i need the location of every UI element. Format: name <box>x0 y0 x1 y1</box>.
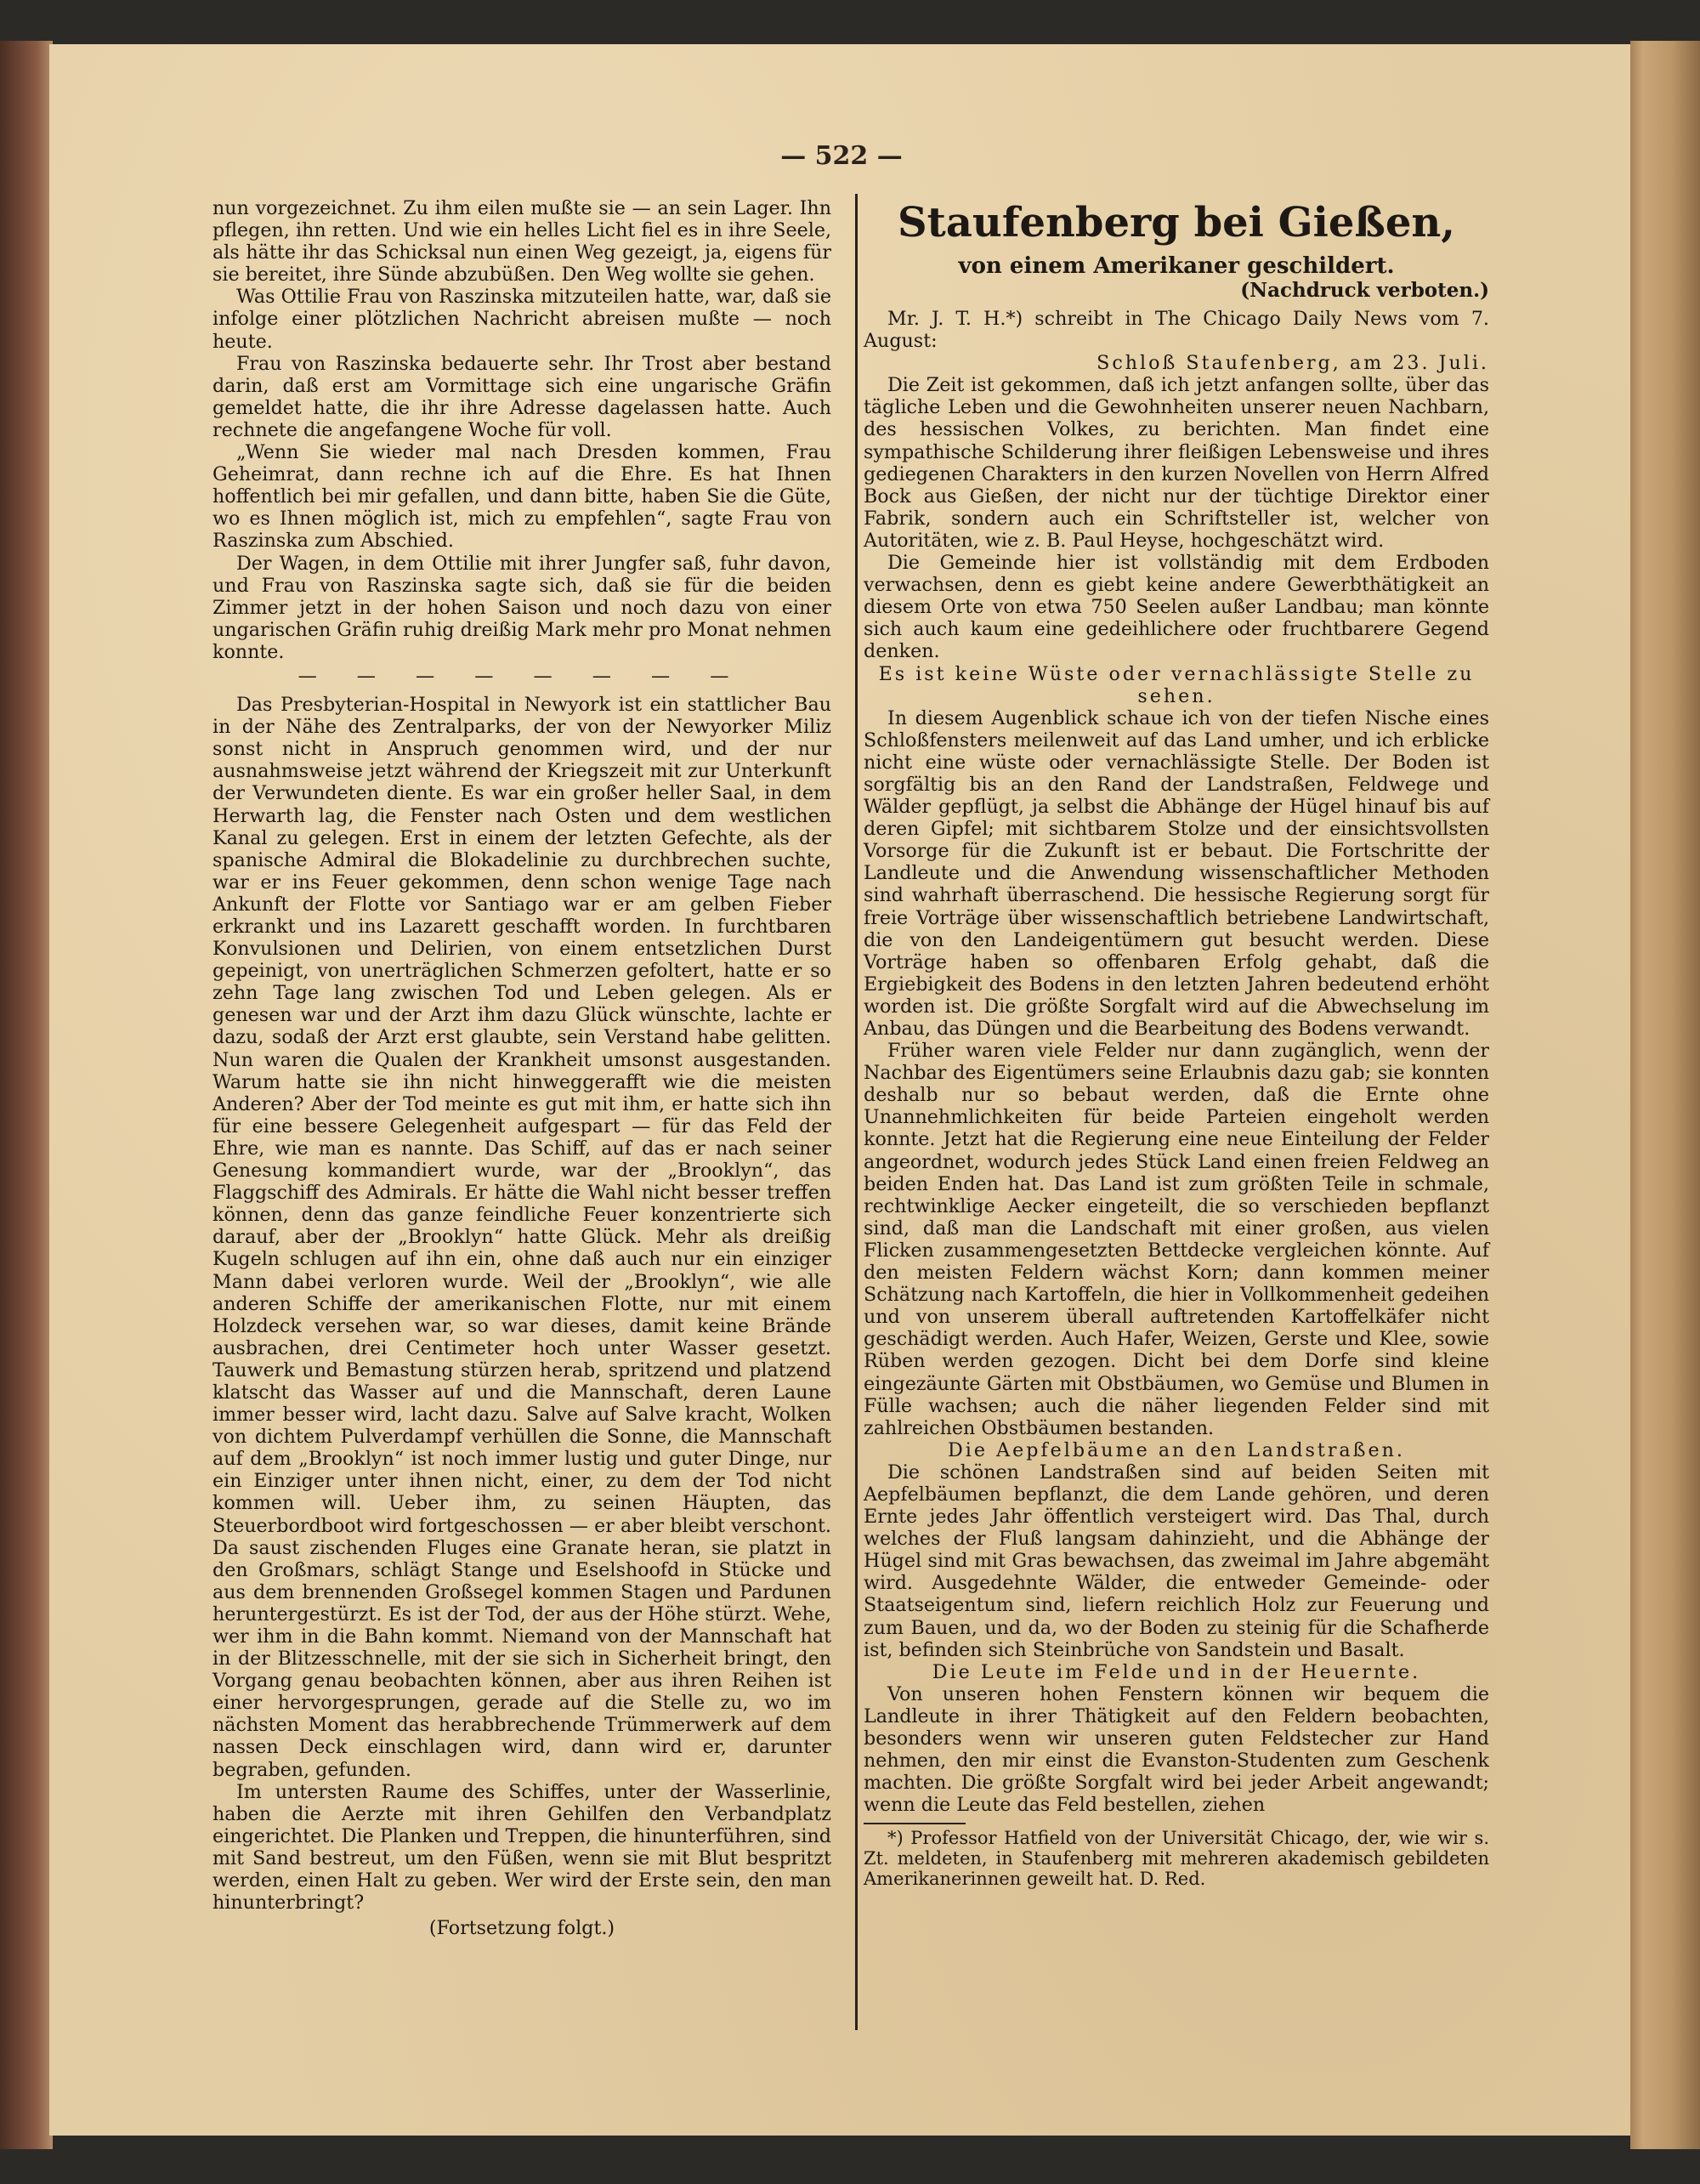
paragraph: Die Zeit ist gekommen, daß ich jetzt anfangen sollte, über das tägliche Leben und die Gewohnheiten unserer neuen Nachbarn, des hessischen Volkes, zu berichten. Man findet eine sympathische Schilderung ihrer fleißigen Lebensweise und ihres gediegenen Charakters in den kurzen Novellen von Herrn Alfred Bock aus Gießen, der nicht nur der tüchtige Direktor einer Fabrik, sondern auch ein Schriftsteller ist, welcher von Autoritäten, wie z. B. Paul Heyse, hochgeschätzt wird. <box>864 374 1489 552</box>
paragraph: Die Gemeinde hier ist vollständig mit dem Erdboden verwachsen, denn es giebt keine andere Gewerbthätigkeit an diesem Orte von etwa 750 Seelen außer Landbau; man könnte sich auch kaum eine gedeihlichere oder fruchtbarere Gegend denken. <box>864 552 1489 663</box>
footnote: *) Professor Hatfield von der Universität Chicago, der, wie wir s. Zt. meldeten, in Staufenberg mit mehreren akademisch gebildeten Amerikanerinnen geweilt hat. D. Red. <box>864 1828 1489 1890</box>
paragraph: Früher waren viele Felder nur dann zugänglich, wenn der Nachbar des Eigentümers seine Erlaubnis dazu gab; sie konnten deshalb nur so bebaut werden, daß die Ernte ohne Unannehmlichkeiten für beide Parteien eingeholt werden konnte. Jetzt hat die Regierung eine neue Einteilung der Felder angeordnet, wodurch jedes Stück Land einen freien Feldweg an beiden Enden hat. Das Land ist zum größten Teile in schmale, rechtwinklige Aecker eingeteilt, die so verschieden bepflanzt sind, daß man die Landschaft mit einer großen, aus vielen Flicken zusammengesetzten Bettdecke vergleichen könnte. Auf den meisten Feldern wächst Korn; dann kommen meiner Schätzung nach Kartoffeln, die hier in Vollkommenheit gedeihen und von unserem überall auftretenden Kartoffelkäfer nicht geschädigt werden. Auch Hafer, Weizen, Gerste und Klee, sowie Rüben werden gezogen. Dicht bei dem Dorfe sind kleine eingezäunte Gärten mit Obstbäumen, wo Gemüse und Blumen in Fülle wachsen; auch die näher liegenden Felder sind mit zahlreichen Obstbäumen bestanden. <box>864 1040 1489 1439</box>
paragraph: nun vorgezeichnet. Zu ihm eilen mußte sie — an sein Lager. Ihn pflegen, ihn retten. Und wie ein helles Licht fiel es in ihre Seele, als hätte ihr das Schicksal nun einen Weg gezeigt, ja, eigens für sie bereitet, ihre Sünde abzubüßen. Den Weg wollte sie gehen. <box>212 197 831 286</box>
reprint-note: (Nachdruck verboten.) <box>1240 279 1489 302</box>
dateline: Schloß Staufenberg, am 23. Juli. <box>1096 352 1489 375</box>
article-subtitle: von einem Amerikaner geschildert. <box>958 253 1395 279</box>
paragraph: „Wenn Sie wieder mal nach Dresden kommen, Frau Geheimrat, dann rechne ich auf die Ehre. Es hat Ihnen hoffentlich bei mir gefallen, und dann bitte, haben Sie die Güte, wo es Ihnen möglich ist, mich zu empfehlen“, sagte Frau von Raszinska zum Abschied. <box>212 441 831 553</box>
paragraph: In diesem Augenblick schaue ich von der tiefen Nische eines Schloßfensters meilenweit auf das Land umher, und ich erblicke nicht eine wüste oder vernachlässigte Stelle. Der Boden ist sorgfältig bis an den Rand der Landstraßen, Feldwege und Wälder gepflügt, ja selbst die Abhänge der Hügel hinauf bis auf deren Gipfel; mit sichtbarem Stolze und der einsichtsvollsten Vorsorge für die Zukunft ist er bebaut. Die Fortschritte der Landleute und die Anwendung wissenschaftlicher Methoden sind wahrhaft überraschend. Die hessische Regierung sorgt für freie Vorträge über wissenschaftlich betriebene Landwirtschaft, die von den Landeigentümern gut besucht werden. Diese Vorträge haben so offenbaren Erfolg gehabt, daß die Ergiebigkeit des Bodens in den letzten Jahren bedeutend erhöht worden ist. Die größte Sorgfalt wird auf die Abwechselung im Anbau, das Düngen und die Bearbeitung des Bodens verwandt. <box>864 706 1489 1040</box>
article-intro: Mr. J. T. H.*) schreibt in The Chicago Daily News vom 7. August: <box>864 308 1489 353</box>
section-separator: — — — — — — — — <box>298 664 746 687</box>
paragraph: Im untersten Raume des Schiffes, unter der Wasserlinie, haben die Aerzte mit ihren Gehilfen den Verbandplatz eingerichtet. Die Planken und Treppen, die hinunterführen, sind mit Sand bestreut, um den Füßen, wenn sie mit Blut bespritzt werden, einen Halt zu geben. Wer wird der Erste sein, den man hinunterbringt? <box>212 1780 831 1915</box>
paragraph: Der Wagen, in dem Ottilie mit ihrer Jungfer saß, fuhr davon, und Frau von Raszinska sagte sich, daß sie für die beiden Zimmer jetzt in der hohen Saison und noch dazu von einer ungarischen Gräfin ruhig dreißig Mark mehr pro Monat nehmen konnte. <box>212 552 831 663</box>
book-gutter <box>1630 41 1700 2149</box>
book-page-edge <box>0 41 53 2149</box>
column-divider <box>855 194 858 2030</box>
section-heading: Es ist keine Wüste oder vernachlässigte Stelle zu sehen. <box>878 662 1475 707</box>
article-title: Staufenberg bei Gießen, <box>897 199 1455 247</box>
paragraph: Die schönen Landstraßen sind auf beiden Seiten mit Aepfelbäumen bepflanzt, die dem Lande gehören, und deren Ernte jedes Jahr öffentlich versteigert wird. Das Thal, durch welches der Fluß langsam dahinzieht, und die Abhänge der Hügel sind mit Gras bewachsen, das zweimal im Jahre abgemäht wird. Ausgedehnte Wälder, die entweder Gemeinde- oder Staatseigentum sind, liefern reichlich Holz zur Feuerung und zum Bauen, und da, wo der Boden zu steinig für die Schafherde ist, befinden sich Steinbrüche von Sandstein und Basalt. <box>864 1461 1489 1661</box>
page-number: — 522 — <box>780 141 903 171</box>
paragraph: Was Ottilie Frau von Raszinska mitzuteilen hatte, war, daß sie infolge einer plötzlichen Nachricht abreisen mußte — noch heute. <box>212 286 831 353</box>
section-heading: Die Aepfelbäume an den Landstraßen. <box>948 1438 1405 1461</box>
continuation-note: (Fortsetzung folgt.) <box>428 1917 615 1940</box>
right-column <box>864 197 1489 1889</box>
paragraph: Frau von Raszinska bedauerte sehr. Ihr Trost aber bestand darin, daß erst am Vormittage sich eine ungarische Gräfin gemeldet hatte, die ihr ihre Adresse dagelassen hatte. Auch rechnete die angefangene Woche für voll. <box>212 352 831 441</box>
paragraph: Von unseren hohen Fenstern können wir bequem die Landleute in ihrer Thätigkeit auf den Feldern beobachten, besonders wenn wir unseren guten Feldstecher zur Hand nehmen, den mir einst die Evanston-Studenten zum Geschenk machten. Die größte Sorgfalt wird bei jeder Arbeit angewandt; wenn die Leute das Feld bestellen, ziehen <box>864 1682 1489 1817</box>
left-column <box>212 197 831 1939</box>
section-heading: Die Leute im Felde und in der Heuernte. <box>932 1660 1421 1683</box>
paragraph: Das Presbyterian-Hospital in Newyork ist ein stattlicher Bau in der Nähe des Zentralparks, der von der Newyorker Miliz sonst nicht in Anspruch genommen wird, und der nur ausnahmsweise jetzt während der Kriegszeit mit zur Unterkunft der Verwundeten diente. Es war ein großer heller Saal, in dem Herwarth lag, die Fenster nach Osten und dem westlichen Kanal zu gelegen. Erst in einem der letzten Gefechte, als der spanische Admiral die Blokadelinie zu durchbrechen suchte, war er ins Feuer gekommen, denn schon wenige Tage nach Ankunft der Flotte vor Santiago war er am gelben Fieber erkrankt und ins Lazarett geschafft worden. In furchtbaren Konvulsionen und Delirien, von einem entsetzlichen Durst gepeinigt, von unerträglichen Schmerzen gefoltert, hatte er so zehn Tage lang zwischen Tod und Leben gelegen. Als er genesen war und der Arzt ihm dazu Glück wünschte, lachte er dazu, sodaß der Arzt erst glaubte, sein Verstand habe gelitten. Nun waren die Qualen der Krankheit umsonst ausgestanden. Warum hatte sie ihn nicht hinweggerafft wie die meisten Anderen? Aber der Tod meinte es gut mit ihm, er hatte sich ihn für eine bessere Gelegenheit aufgespart — für das Feld der Ehre, wie man es nannte. Das Schiff, auf das er nach seiner Genesung kommandiert wurde, war der „Brooklyn“, das Flaggschiff des Admirals. Er hätte die Wahl nicht besser treffen können, denn das ganze feindliche Feuer konzentrierte sich darauf, aber der „Brooklyn“ hatte Glück. Mehr als dreißig Kugeln schlugen auf ihn ein, ohne daß auch nur ein einziger Mann dabei verloren wurde. Weil der „Brooklyn“, wie alle anderen Schiffe der amerikanischen Flotte, nur mit einem Holzdeck versehen war, so war dieses, damit keine Brände ausbrachen, drei Centimeter hoch unter Wasser gesetzt. Tauwerk und Bemastung stürzen herab, spritzend und platzend klatscht das Wasser auf und die Mannschaft, deren Laune immer besser wird, lacht dazu. Salve auf Salve kracht, Wolken von dichtem Pulverdampf verhüllen die Sonne, die Mannschaft auf dem „Brooklyn“ ist noch immer lustig und guter Dinge, nur ein Einziger unter ihnen nicht, einer, zu dem der Tod nicht kommen will. Ueber ihm, zu seinen Häupten, das Steuerbordboot wird fortgeschossen — er aber bleibt verschont. Da saust zischenden Fluges eine Granate heran, sie platzt in den Großmars, schlägt Stange und Eselshoofd in Stücke und aus dem brennenden Großsegel kommen Stagen und Pardunen heruntergestürzt. Es ist der Tod, der aus der Höhe stürzt. Wehe, wer ihm in die Bahn kommt. Niemand von der Mannschaft hat in der Blitzesschnelle, mit der sie sich in Sicherheit bringt, den Vorgang genau beobachten können, aber aus ihren Reihen ist einer hervorgesprungen, gerade auf die Stelle zu, wo im nächsten Moment das herabbrechende Trümmerwerk auf dem nassen Deck einschlagen wird, dann wird er, darunter begraben, gefunden. <box>212 694 831 1781</box>
footnote-rule <box>864 1823 966 1824</box>
